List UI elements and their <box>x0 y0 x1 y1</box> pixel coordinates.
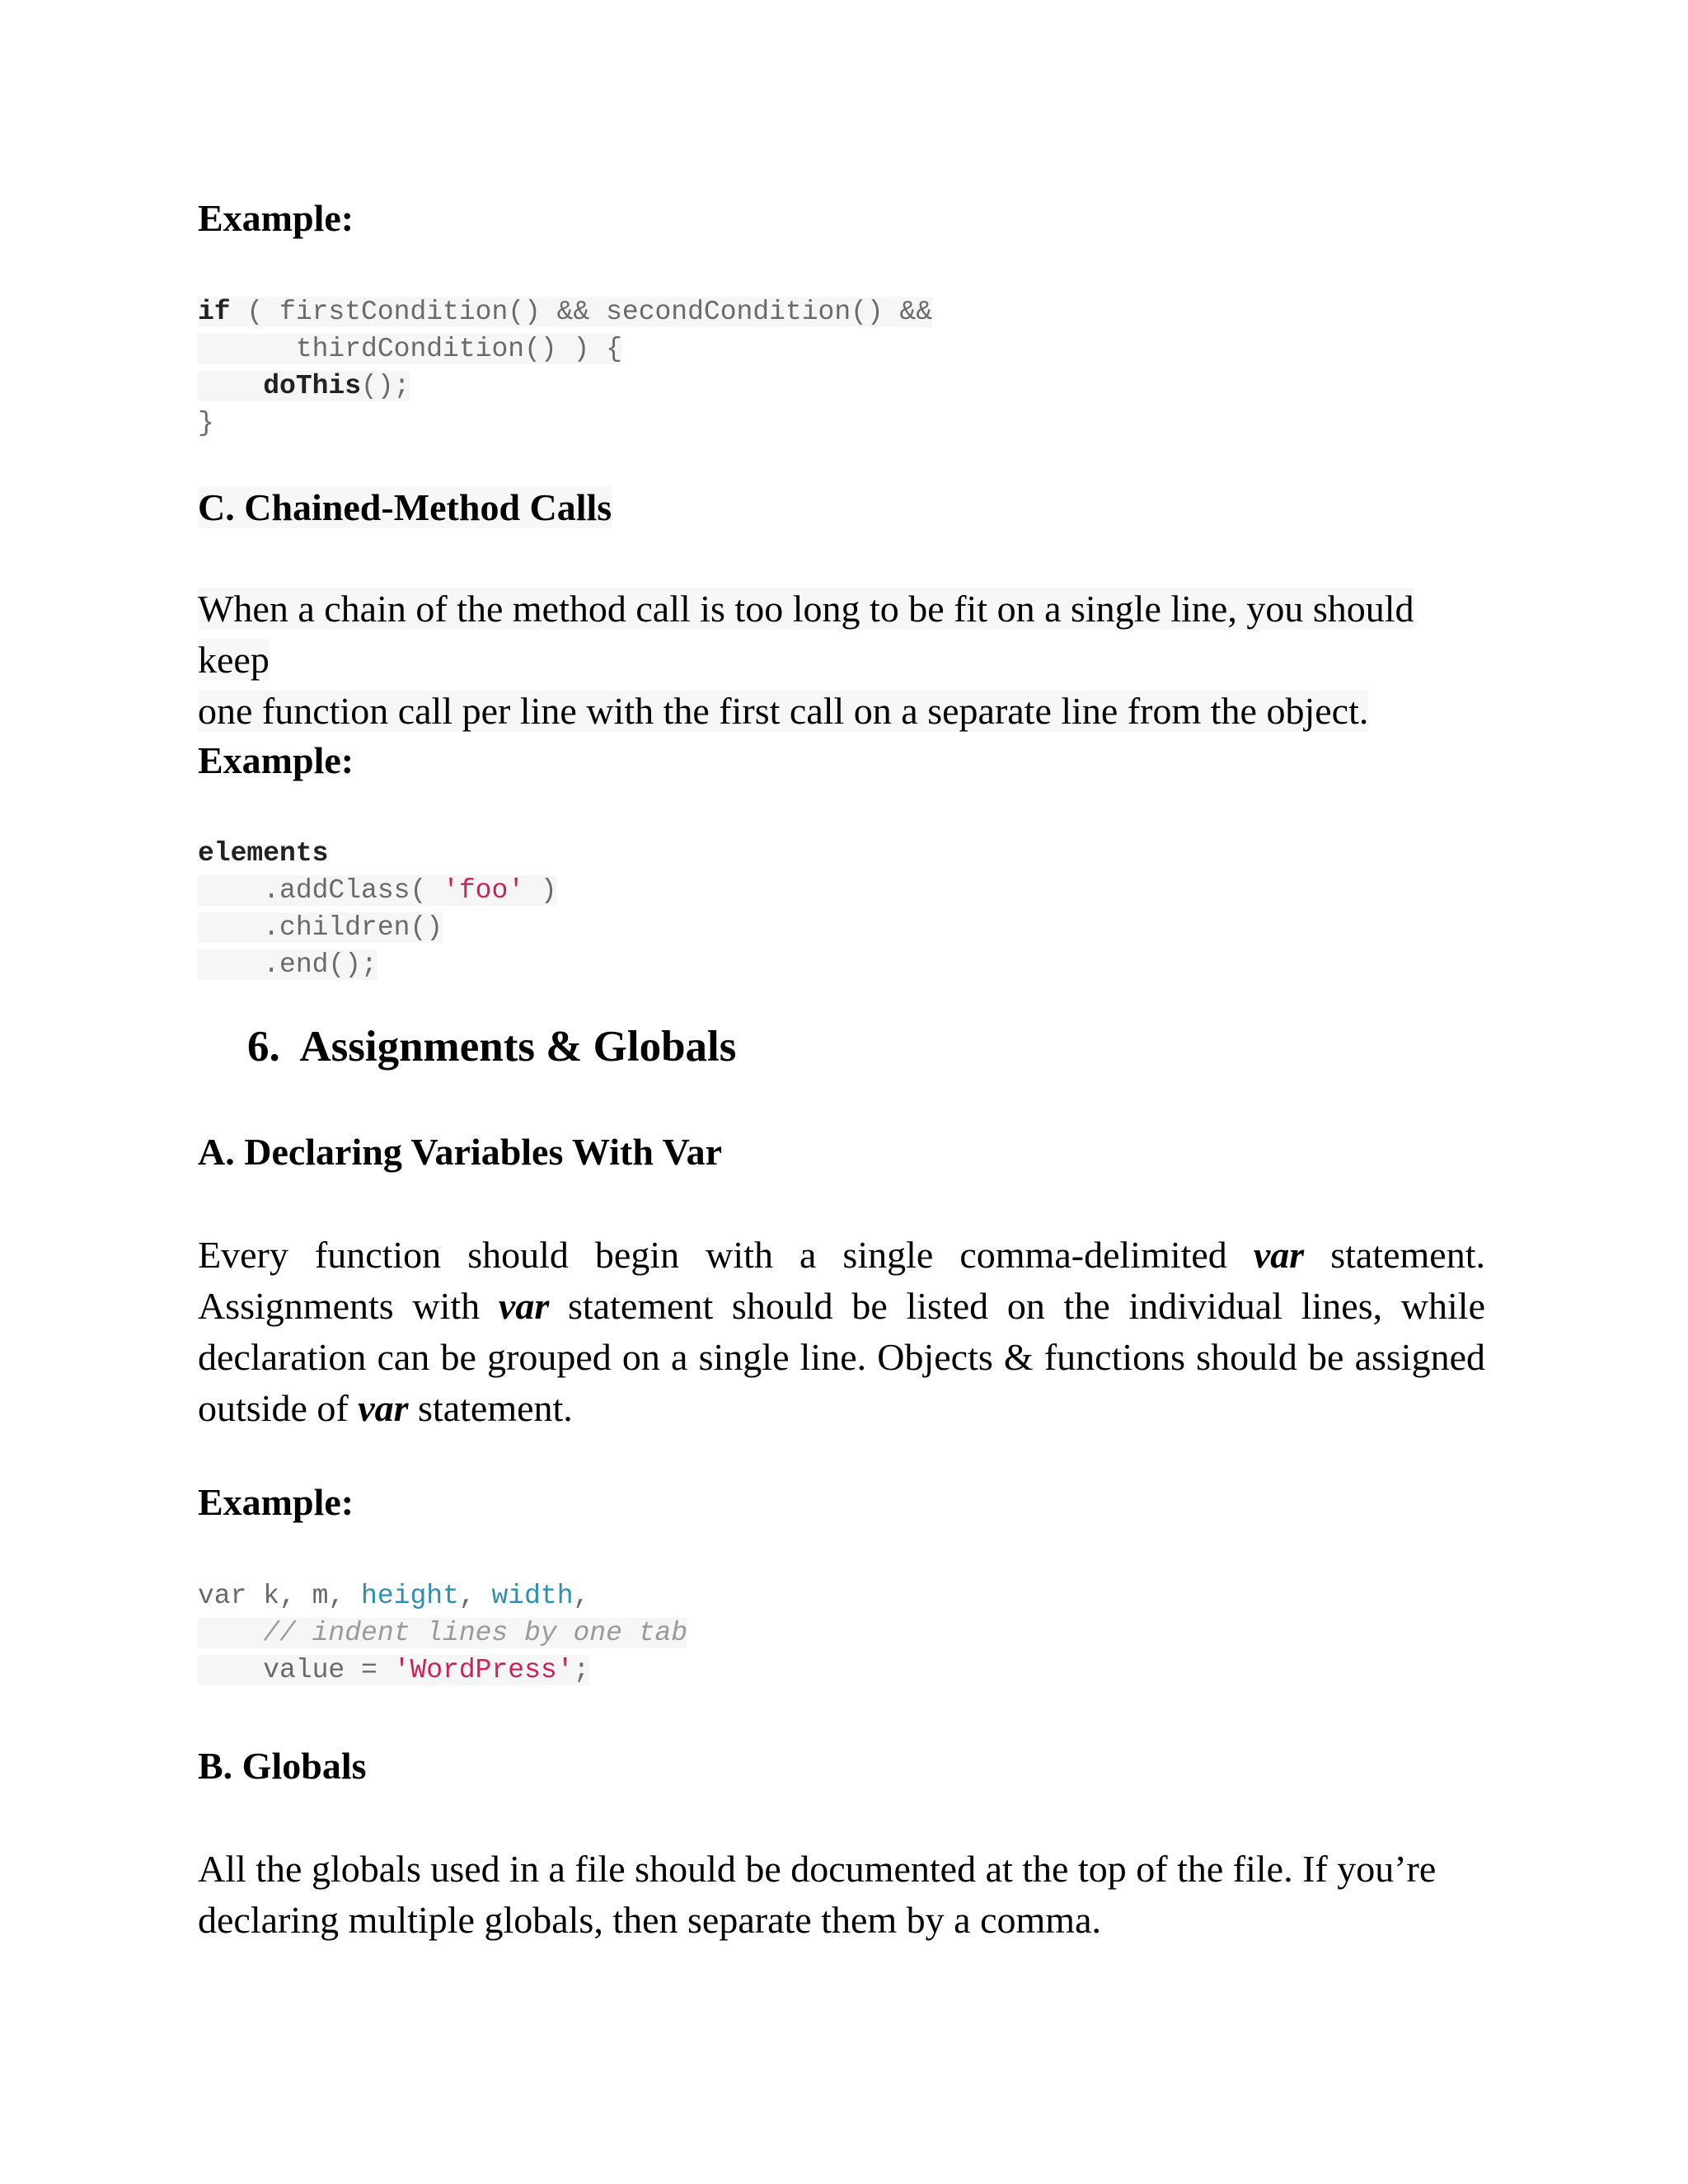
paragraph-line: declaration can be grouped on a single line. Objects & functions should be assigned <box>198 1336 1485 1378</box>
paragraph-line: Assignments with var statement should be listed on the individual lines, while <box>198 1285 1486 1327</box>
keyword-var: var <box>358 1387 409 1429</box>
section-c-title: C. Chained-Method Calls <box>198 486 612 528</box>
code-line: .addClass( 'foo' ) <box>198 872 557 909</box>
paragraph-line: Every function should begin with a single comma-delimited var statement. <box>198 1234 1485 1276</box>
code-line <box>198 1615 687 1652</box>
code-line: .end(); <box>198 946 377 983</box>
code-function: doThis <box>263 371 362 401</box>
paragraph-line: one function call per line with the first call on a separate line from the object. <box>198 690 1369 732</box>
code-identifier-height: height <box>361 1581 459 1611</box>
code-text: (); <box>361 371 410 401</box>
paragraph-line: When a chain of the method call is too long to be fit on a single line, you should keep <box>198 588 1414 681</box>
code-line <box>198 293 932 330</box>
paragraph-line: All the globals used in a file should be documented at the top of the file. If you’re <box>198 1848 1437 1890</box>
example-heading: Example: <box>198 197 354 239</box>
code-line <box>198 368 410 405</box>
section-b-paragraph <box>198 1844 1485 1946</box>
code-line <box>198 405 214 442</box>
code-indent <box>198 371 263 401</box>
code-line <box>198 835 328 872</box>
code-text: thirdCondition() ) { <box>198 334 622 364</box>
code-comment: // indent lines by one tab <box>263 1618 688 1648</box>
code-line: value = 'WordPress'; <box>198 1652 589 1689</box>
code-string: 'foo' <box>443 875 525 906</box>
code-identifier: elements <box>198 838 329 869</box>
code-identifier-width: width <box>491 1581 574 1611</box>
code-keyword: if <box>198 297 231 327</box>
keyword-var: var <box>498 1285 550 1327</box>
code-line: var k, m, height, width, <box>198 1581 590 1611</box>
code-text: } <box>198 408 214 438</box>
section-b-title: B. Globals <box>198 1745 367 1787</box>
code-line <box>198 330 622 368</box>
code-text: ( firstCondition() && secondCondition() && <box>230 297 933 327</box>
section-a-title: A. Declaring Variables With Var <box>198 1131 722 1173</box>
code-string: 'WordPress' <box>393 1655 574 1685</box>
example-heading: Example: <box>198 1481 354 1523</box>
code-line: .children() <box>198 909 443 946</box>
paragraph-line: outside of var statement. <box>198 1387 573 1429</box>
section-c-paragraph <box>198 583 1485 737</box>
section-6-title: 6. Assignments & Globals <box>247 1023 737 1071</box>
keyword-var: var <box>1253 1234 1305 1276</box>
section-a-paragraph <box>198 1230 1485 1434</box>
paragraph-line: declaring multiple globals, then separate them by a comma. <box>198 1899 1101 1941</box>
example-heading: Example: <box>198 739 354 781</box>
